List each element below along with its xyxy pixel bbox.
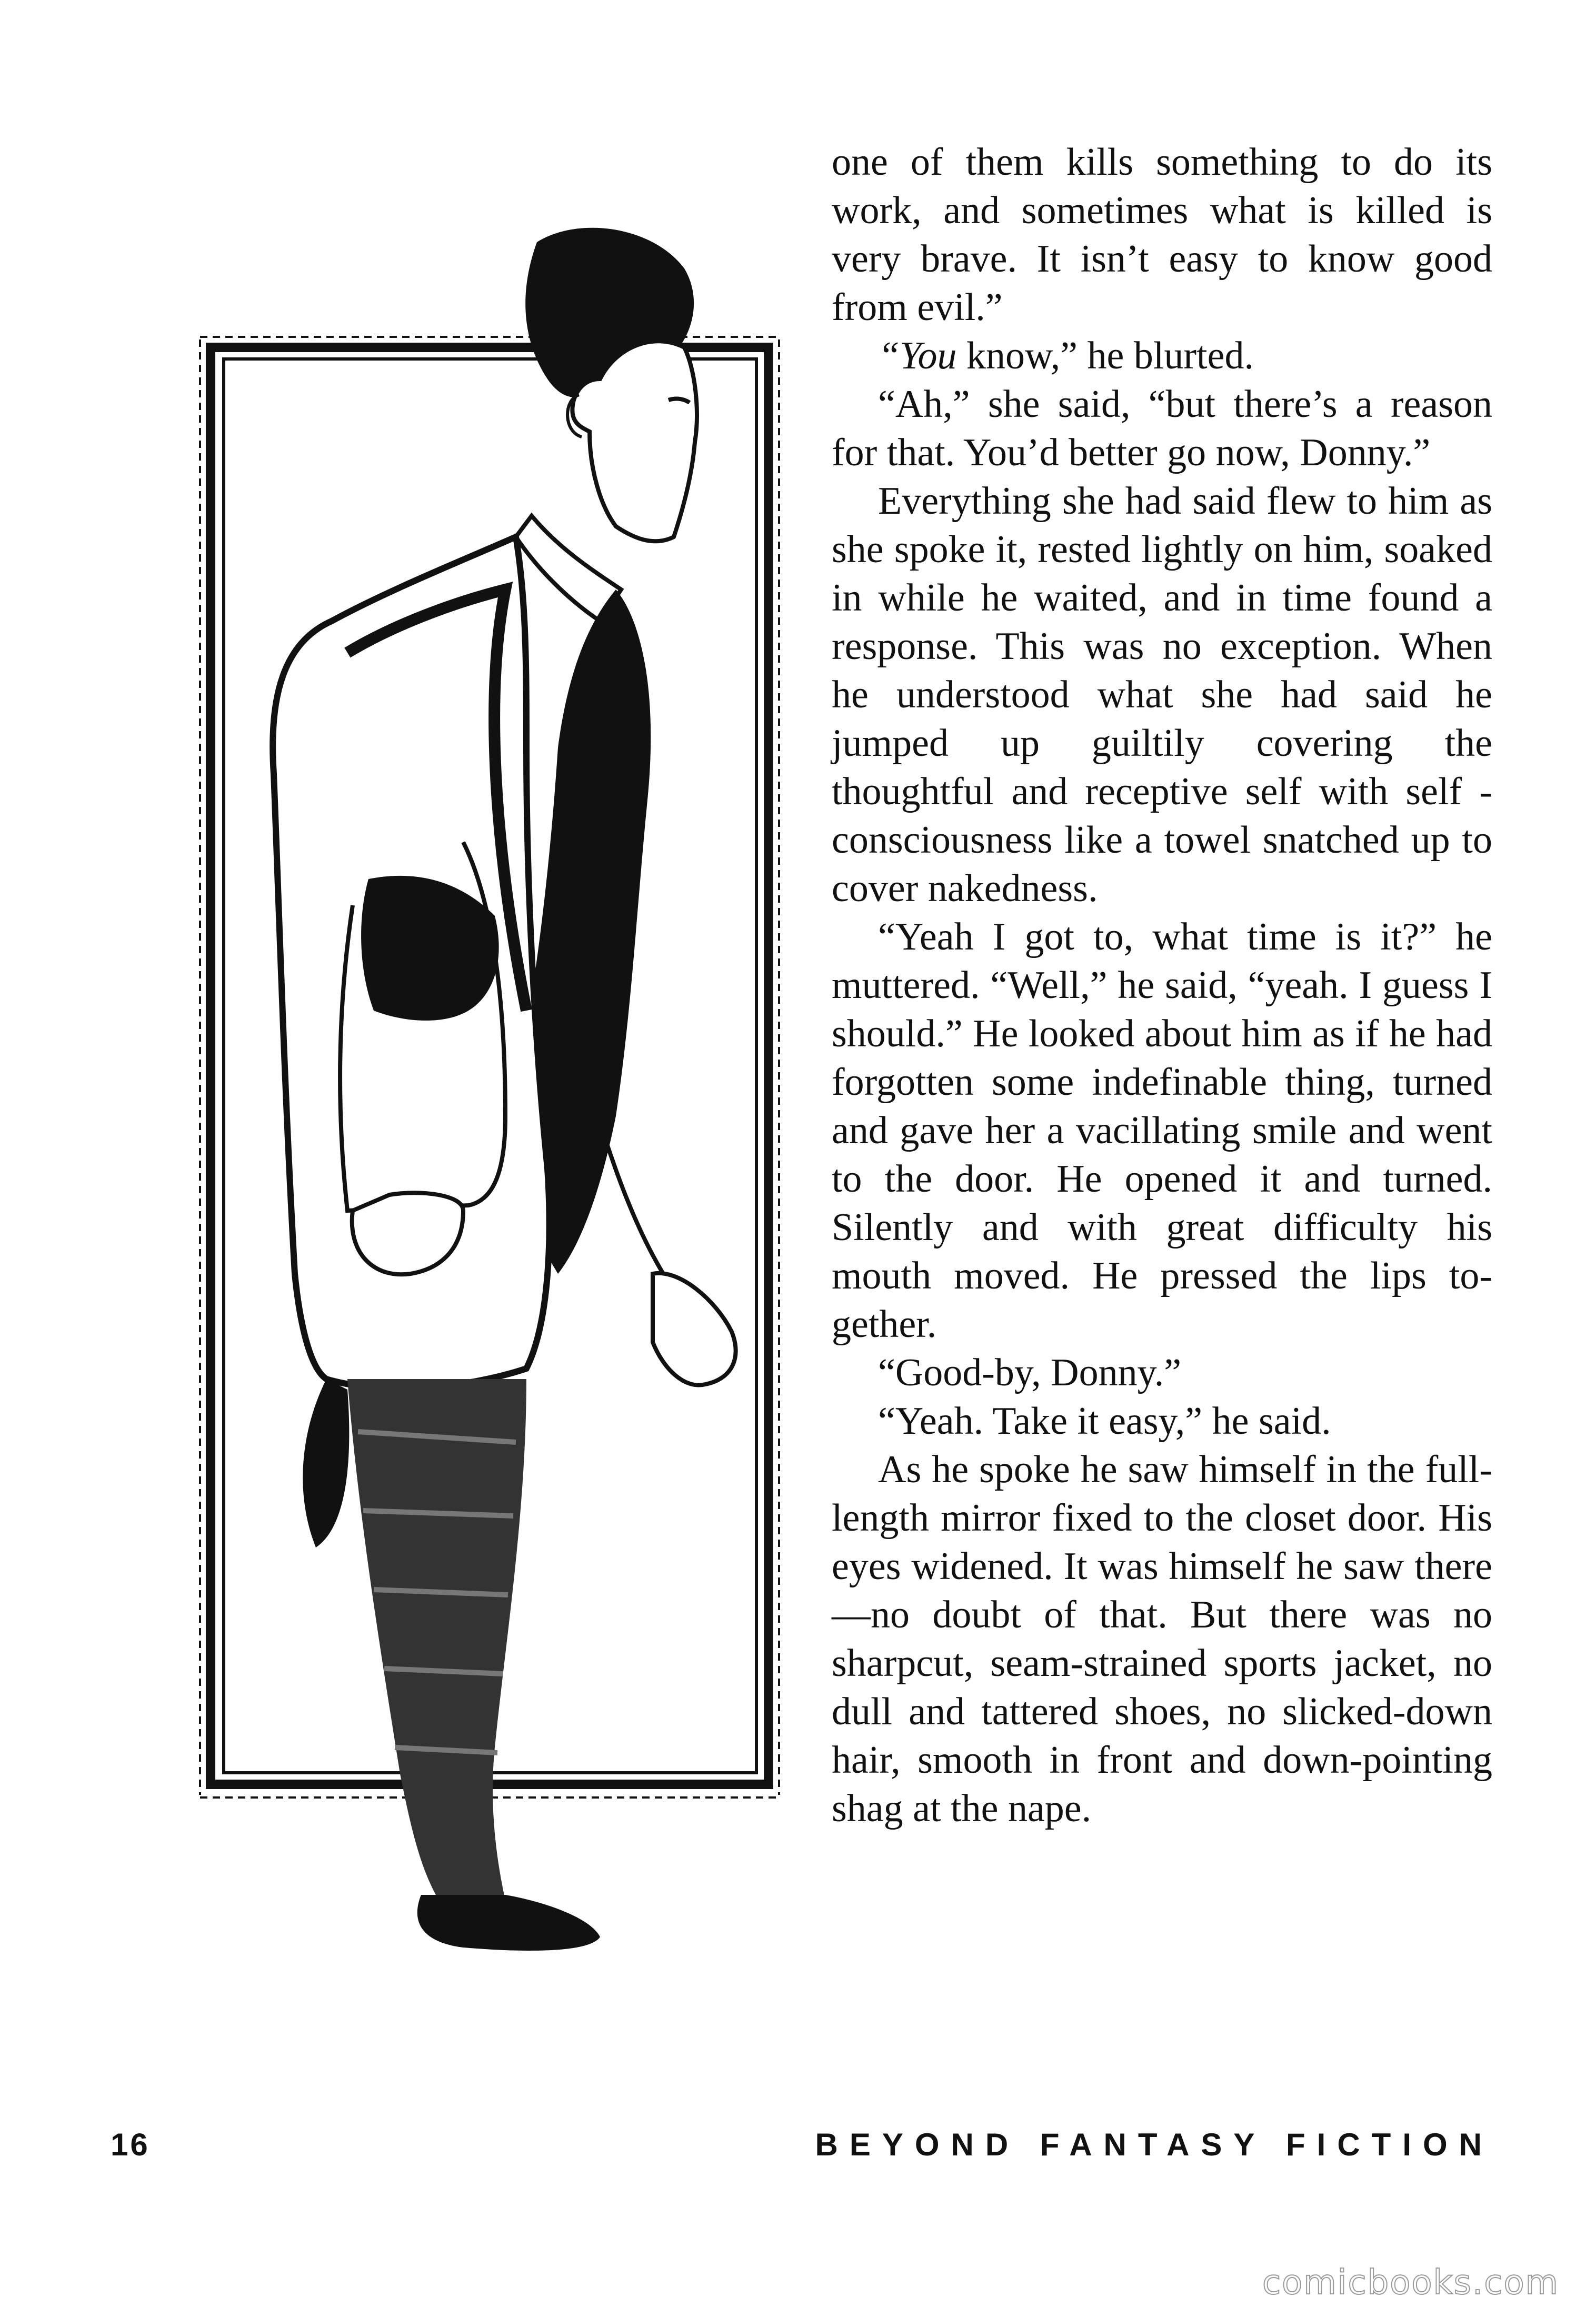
- story-paragraph: one of them kills something to do its work, and sometimes what is killed is very brave. It isn’t easy to know good from evil.”: [832, 141, 1492, 329]
- story-text-column: [832, 138, 1492, 1833]
- story-paragraph: As he spoke he saw himself in the full-length mirror fixed to the closet door. His eyes widened. It was himself he saw there—no doubt of that. But there was no sharpcut, seam-strained sports jacket, no dull and tattered shoes, no slicked-down hair, smooth in front and down-pointing shag at the nape.: [832, 1448, 1492, 1830]
- man-at-mirror-drawing: [126, 221, 811, 1990]
- running-head: BEYOND FANTASY FICTION: [815, 2127, 1493, 2162]
- page-footer: [111, 2126, 1493, 2174]
- story-paragraph: Everything she had said flew to him as she spoke it, rested lightly on him, soaked in while he waited, and in time found a response. This was no exception. When he understood what she had said he jumped up guiltily covering the thoughtful and receptive self with self - consciousness like a towel snatched up to cover nakedness.: [832, 480, 1492, 910]
- story-paragraph: “Yeah. Take it easy,” he said.: [878, 1400, 1331, 1443]
- trousers: [347, 1379, 526, 1905]
- page-number: 16: [111, 2127, 150, 2162]
- story-paragraph: “Ah,” she said, “but there’s a reason for that. You’d better go now, Donny.”: [832, 383, 1492, 474]
- paragraph-rest: know,” he blurted.: [956, 334, 1254, 377]
- story-paragraph: “Yeah I got to, what time is it?” he muttered. “Well,” he said, “yeah. I guess I should.” He looked about him as if he had forgotten some indefinable thing, turned and gave her a vacillating smile and went to the door. He opened it and turned. Silently and with great difficulty his mouth moved. He pressed the lips together.: [832, 915, 1492, 1346]
- coat-tail-shadow: [303, 1379, 349, 1547]
- shoe: [417, 1895, 600, 1951]
- illustration-man-at-mirror: [126, 221, 811, 1990]
- story-paragraph: “Good-by, Donny.”: [878, 1351, 1182, 1394]
- italic-word: “You: [878, 334, 957, 377]
- right-hand: [653, 1273, 736, 1385]
- watermark: comicbooks.com: [1262, 2263, 1559, 2302]
- story-paragraph: [832, 332, 1492, 380]
